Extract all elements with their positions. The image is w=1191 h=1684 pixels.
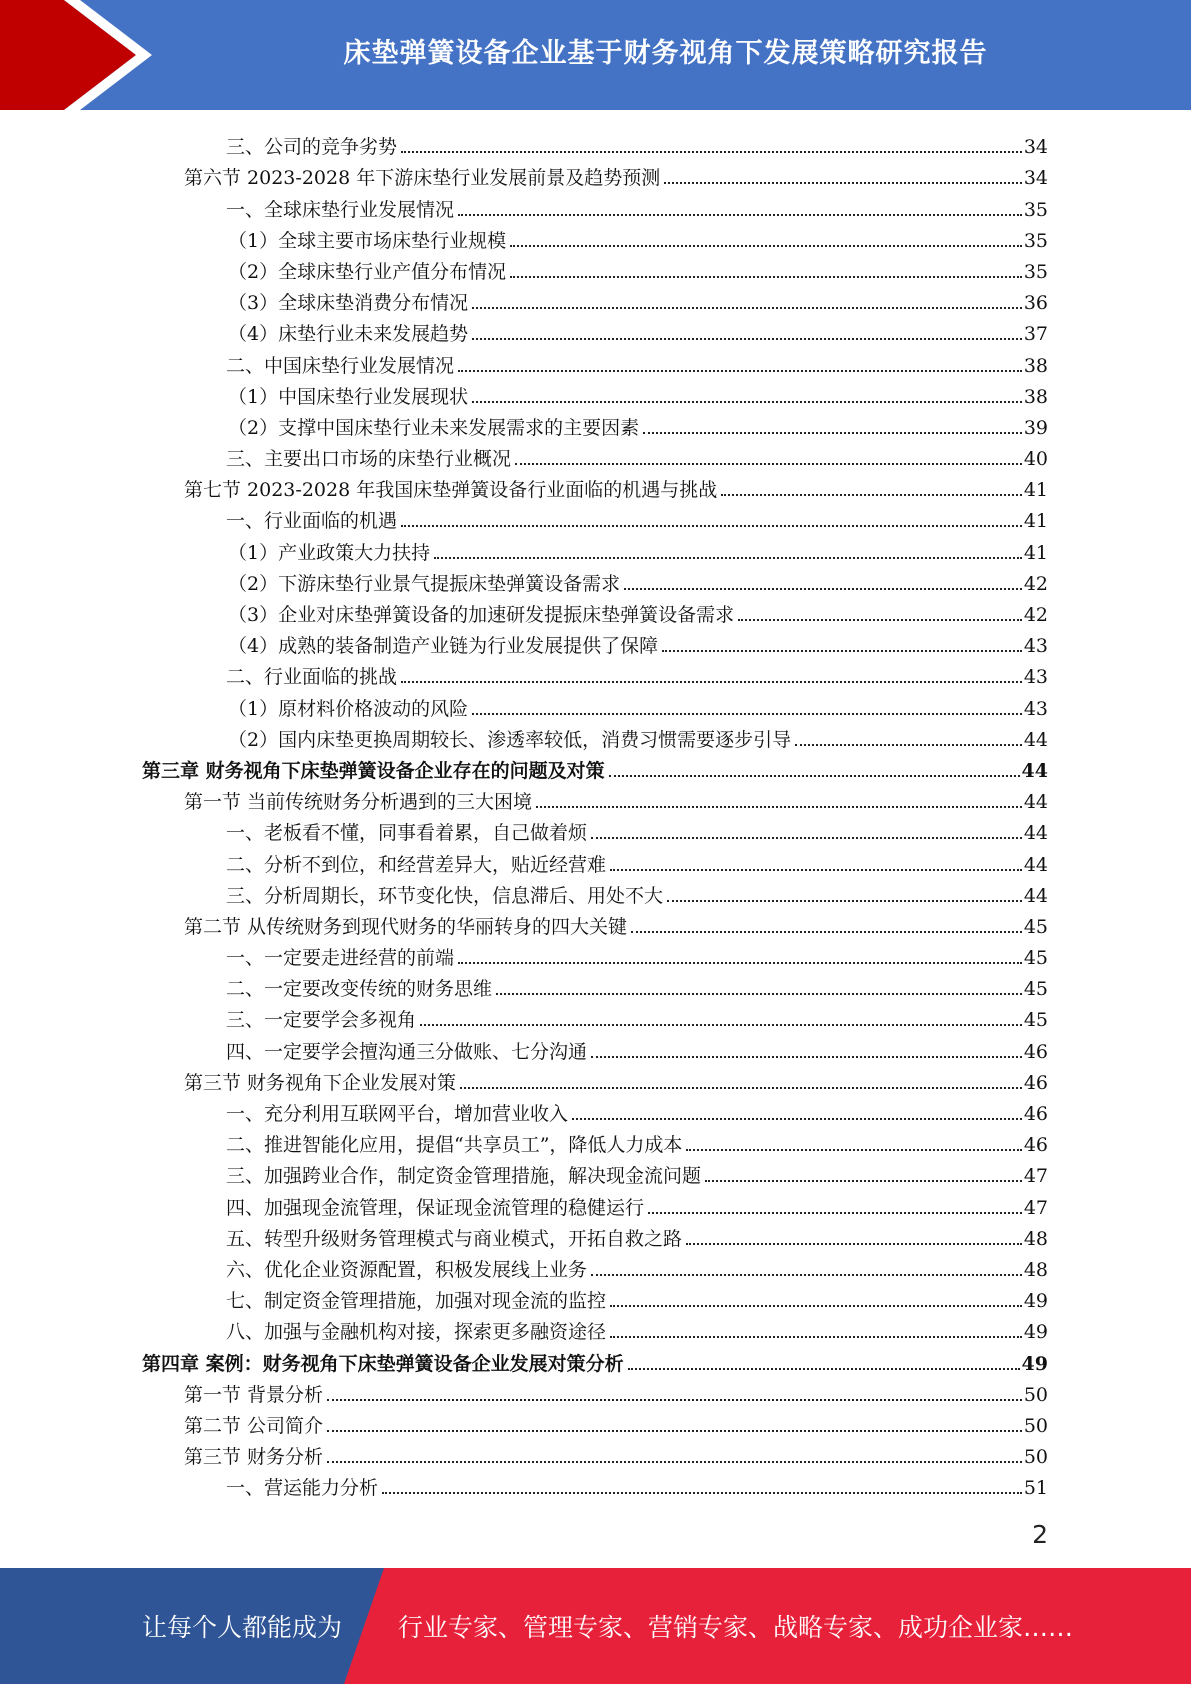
toc-entry-title: 八、加强与金融机构对接，探索更多融资途径 xyxy=(226,1321,607,1344)
toc-entry-title: 第三章 财务视角下床垫弹簧设备企业存在的问题及对策 xyxy=(142,759,605,782)
toc-dot-leader xyxy=(472,712,1022,715)
toc-entry-title: 二、分析不到位，和经营差异大，贴近经营难 xyxy=(226,853,607,876)
toc-entry-page: 36 xyxy=(1023,292,1048,315)
page-footer xyxy=(0,1568,1191,1684)
toc-entry-page: 46 xyxy=(1023,1071,1048,1094)
toc-entry[interactable] xyxy=(142,346,1048,377)
toc-entry[interactable] xyxy=(142,471,1048,502)
toc-dot-leader xyxy=(434,556,1022,559)
toc-dot-leader xyxy=(327,1429,1022,1432)
toc-dot-leader xyxy=(472,337,1022,340)
toc-dot-leader xyxy=(648,1211,1022,1214)
toc-entry-page: 44 xyxy=(1023,728,1048,751)
toc-dot-leader xyxy=(591,1273,1022,1276)
toc-entry-title: 二、中国床垫行业发展情况 xyxy=(226,354,455,377)
toc-dot-leader xyxy=(536,805,1022,808)
toc-entry-page: 46 xyxy=(1023,1134,1048,1157)
toc-entry-title: （4）成熟的装备制造产业链为行业发展提供了保障 xyxy=(228,635,659,658)
toc-entry-page: 43 xyxy=(1023,697,1048,720)
page-number: 2 xyxy=(1032,1520,1048,1549)
toc-dot-leader xyxy=(643,431,1022,434)
toc-entry[interactable] xyxy=(142,752,1048,783)
toc-entry-page: 47 xyxy=(1023,1196,1048,1219)
toc-entry-title: 第六节 2023-2028 年下游床垫行业发展前景及趋势预测 xyxy=(184,167,661,190)
toc-entry-title: 第三节 财务视角下企业发展对策 xyxy=(184,1071,457,1094)
toc-entry-title: （1）全球主要市场床垫行业规模 xyxy=(228,229,507,252)
toc-entry[interactable] xyxy=(142,1001,1048,1032)
toc-entry[interactable] xyxy=(142,1313,1048,1344)
toc-entry-title: 二、行业面临的挑战 xyxy=(226,666,398,689)
toc-dot-leader xyxy=(515,462,1022,465)
toc-entry-title: （2）国内床垫更换周期较长、渗透率较低，消费习惯需要逐步引导 xyxy=(228,728,792,751)
toc-entry[interactable] xyxy=(142,1064,1048,1095)
toc-dot-leader xyxy=(686,1148,1021,1151)
toc-dot-leader xyxy=(458,369,1022,372)
toc-entry-title: 第一节 当前传统财务分析遇到的三大困境 xyxy=(184,791,533,814)
toc-dot-leader xyxy=(382,1491,1022,1494)
toc-entry-page: 34 xyxy=(1023,136,1048,159)
toc-entry-title: 一、全球床垫行业发展情况 xyxy=(226,198,455,221)
toc-dot-leader xyxy=(401,150,1022,153)
toc-entry-page: 44 xyxy=(1023,884,1048,907)
toc-entry[interactable] xyxy=(142,1376,1048,1407)
toc-entry-page: 43 xyxy=(1023,635,1048,658)
toc-dot-leader xyxy=(609,774,1020,777)
toc-entry-page: 45 xyxy=(1023,1009,1048,1032)
toc-entry[interactable] xyxy=(142,253,1048,284)
toc-entry-title: 七、制定资金管理措施，加强对现金流的监控 xyxy=(226,1290,607,1313)
toc-entry-title: 四、加强现金流管理，保证现金流管理的稳健运行 xyxy=(226,1196,645,1219)
toc-entry-title: 五、转型升级财务管理模式与商业模式，开拓自救之路 xyxy=(226,1227,683,1250)
toc-entry[interactable] xyxy=(142,533,1048,564)
toc-dot-leader xyxy=(664,181,1022,184)
toc-dot-leader xyxy=(624,587,1022,590)
toc-entry-page: 37 xyxy=(1023,323,1048,346)
toc-dot-leader xyxy=(738,618,1022,621)
toc-entry[interactable] xyxy=(142,970,1048,1001)
toc-entry-page: 35 xyxy=(1023,260,1048,283)
toc-entry-page: 35 xyxy=(1023,198,1048,221)
toc-entry-page: 41 xyxy=(1023,510,1048,533)
toc-entry[interactable] xyxy=(142,1126,1048,1157)
toc-entry[interactable] xyxy=(142,658,1048,689)
toc-dot-leader xyxy=(458,213,1022,216)
toc-dot-leader xyxy=(721,493,1022,496)
toc-entry-page: 41 xyxy=(1023,541,1048,564)
toc-entry-page: 45 xyxy=(1023,978,1048,1001)
toc-entry[interactable] xyxy=(142,783,1048,814)
toc-entry-title: （2）全球床垫行业产值分布情况 xyxy=(228,260,507,283)
toc-entry-page: 44 xyxy=(1023,822,1048,845)
toc-dot-leader xyxy=(401,680,1022,683)
toc-entry-title: 第七节 2023-2028 年我国床垫弹簧设备行业面临的机遇与挑战 xyxy=(184,479,718,502)
footer-slogan-left: 让每个人都能成为 xyxy=(142,1613,343,1642)
toc-entry[interactable] xyxy=(142,1188,1048,1219)
toc-dot-leader xyxy=(327,1460,1022,1463)
toc-entry-page: 46 xyxy=(1023,1103,1048,1125)
toc-entry-title: 三、主要出口市场的床垫行业概况 xyxy=(226,448,512,471)
toc-entry-page: 50 xyxy=(1023,1414,1048,1437)
toc-dot-leader xyxy=(795,743,1022,746)
toc-dot-leader xyxy=(662,649,1022,652)
toc-entry-page: 44 xyxy=(1023,853,1048,876)
toc-dot-leader xyxy=(401,524,1022,527)
toc-entry[interactable] xyxy=(142,1469,1048,1500)
toc-entry-page: 41 xyxy=(1023,479,1048,502)
toc-entry-title: （4）床垫行业未来发展趋势 xyxy=(228,323,469,346)
toc-entry[interactable] xyxy=(142,315,1048,346)
toc-entry-page: 38 xyxy=(1023,354,1048,377)
toc-entry-title: 三、分析周期长，环节变化快，信息滞后、用处不大 xyxy=(226,884,664,907)
toc-entry[interactable] xyxy=(142,689,1048,720)
toc-entry[interactable] xyxy=(142,1438,1048,1469)
toc-entry-title: 三、加强跨业合作，制定资金管理措施，解决现金流问题 xyxy=(226,1165,702,1188)
toc-entry-title: 第二节 公司简介 xyxy=(184,1414,324,1437)
footer-slogan-right: 行业专家、管理专家、营销专家、战略专家、成功企业家…… xyxy=(398,1613,1074,1642)
toc-entry-page: 49 xyxy=(1021,1352,1048,1375)
toc-entry-title: 四、一定要学会擅沟通三分做账、七分沟通 xyxy=(226,1040,588,1063)
toc-entry-page: 45 xyxy=(1023,915,1048,938)
toc-entry-title: （1）产业政策大力扶持 xyxy=(228,541,431,564)
toc-entry-title: （2）下游床垫行业景气提振床垫弹簧设备需求 xyxy=(228,572,621,595)
toc-entry-title: 一、营运能力分析 xyxy=(226,1477,379,1500)
toc-dot-leader xyxy=(610,1335,1022,1338)
toc-entry[interactable] xyxy=(142,1032,1048,1063)
toc-entry[interactable] xyxy=(142,409,1048,440)
toc-entry-title: 一、一定要走进经营的前端 xyxy=(226,947,455,970)
toc-entry-page: 34 xyxy=(1023,167,1048,190)
toc-entry-title: 一、行业面临的机遇 xyxy=(226,510,398,533)
toc-entry-page: 51 xyxy=(1023,1477,1048,1500)
toc-entry-title: （1）原材料价格波动的风险 xyxy=(228,697,469,720)
toc-entry-page: 42 xyxy=(1023,572,1048,595)
toc-dot-leader xyxy=(458,961,1022,964)
toc-entry-title: 二、一定要改变传统的财务思维 xyxy=(226,978,493,1001)
toc-dot-leader xyxy=(610,868,1022,871)
toc-entry-page: 44 xyxy=(1021,759,1048,782)
toc-entry-title: 一、老板看不懂，同事看着累，自己做着烦 xyxy=(226,822,588,845)
toc-entry-title: （2）支撑中国床垫行业未来发展需求的主要因素 xyxy=(228,416,640,439)
toc-dot-leader xyxy=(510,244,1022,247)
toc-entry-title: （1）中国床垫行业发展现状 xyxy=(228,385,469,408)
toc-entry[interactable] xyxy=(142,128,1048,159)
toc-entry-page: 38 xyxy=(1023,385,1048,408)
toc-dot-leader xyxy=(472,400,1022,403)
toc-entry[interactable] xyxy=(142,190,1048,221)
toc-entry-title: 二、推进智能化应用，提倡“共享员工”，降低人力成本 xyxy=(226,1134,683,1157)
toc-entry[interactable] xyxy=(142,378,1048,409)
toc-entry-title: 一、充分利用互联网平台，增加营业收入 xyxy=(226,1103,569,1125)
toc-dot-leader xyxy=(591,836,1022,839)
toc-dot-leader xyxy=(705,1179,1022,1182)
toc-entry[interactable] xyxy=(142,939,1048,970)
toc-entry[interactable] xyxy=(142,627,1048,658)
toc-dot-leader xyxy=(628,1367,1020,1370)
toc-entry[interactable] xyxy=(142,596,1048,627)
toc-entry-title: 第一节 背景分析 xyxy=(184,1383,324,1406)
report-title: 床垫弹簧设备企业基于财务视角下发展策略研究报告 xyxy=(343,37,988,69)
toc-entry[interactable] xyxy=(142,877,1048,908)
toc-entry[interactable] xyxy=(142,1251,1048,1282)
toc-entry-title: 第四章 案例：财务视角下床垫弹簧设备企业发展对策分析 xyxy=(142,1352,624,1375)
toc-entry-page: 35 xyxy=(1023,229,1048,252)
toc-entry-page: 44 xyxy=(1023,791,1048,814)
toc-entry[interactable] xyxy=(142,1282,1048,1313)
toc-entry[interactable] xyxy=(142,814,1048,845)
toc-entry-title: 第二节 从传统财务到现代财务的华丽转身的四大关键 xyxy=(184,915,628,938)
toc-entry-page: 48 xyxy=(1023,1258,1048,1281)
table-of-contents xyxy=(142,128,1048,1500)
toc-entry[interactable] xyxy=(142,159,1048,190)
toc-entry-page: 46 xyxy=(1023,1040,1048,1063)
toc-entry[interactable] xyxy=(142,1407,1048,1438)
toc-entry[interactable] xyxy=(142,1344,1048,1375)
toc-entry-page: 49 xyxy=(1023,1321,1048,1344)
toc-entry[interactable] xyxy=(142,845,1048,876)
toc-dot-leader xyxy=(631,930,1022,933)
toc-entry-title: 三、一定要学会多视角 xyxy=(226,1009,417,1032)
toc-dot-leader xyxy=(460,1086,1022,1089)
toc-dot-leader xyxy=(686,1242,1022,1245)
toc-dot-leader xyxy=(572,1117,1022,1120)
toc-entry-title: 第三节 财务分析 xyxy=(184,1446,324,1469)
toc-entry-page: 45 xyxy=(1023,947,1048,970)
toc-entry-page: 40 xyxy=(1023,448,1048,471)
toc-entry-page: 42 xyxy=(1023,604,1048,626)
toc-entry-title: （3）企业对床垫弹簧设备的加速研发提振床垫弹簧设备需求 xyxy=(228,604,735,626)
toc-entry-page: 39 xyxy=(1023,416,1048,439)
toc-entry[interactable] xyxy=(142,222,1048,253)
toc-entry-page: 43 xyxy=(1023,666,1048,689)
toc-dot-leader xyxy=(472,306,1022,309)
toc-entry[interactable] xyxy=(142,565,1048,596)
toc-dot-leader xyxy=(667,899,1022,902)
toc-dot-leader xyxy=(496,992,1022,995)
toc-dot-leader xyxy=(327,1398,1022,1401)
toc-entry-page: 49 xyxy=(1023,1290,1048,1313)
toc-entry[interactable] xyxy=(142,1220,1048,1251)
toc-entry[interactable] xyxy=(142,1157,1048,1188)
toc-entry-title: 六、优化企业资源配置，积极发展线上业务 xyxy=(226,1258,588,1281)
toc-entry[interactable] xyxy=(142,908,1048,939)
toc-dot-leader xyxy=(510,275,1022,278)
toc-dot-leader xyxy=(591,1055,1022,1058)
toc-entry[interactable] xyxy=(142,284,1048,315)
page-header xyxy=(0,0,1191,110)
toc-dot-leader xyxy=(610,1304,1022,1307)
toc-entry-title: 三、公司的竞争劣势 xyxy=(226,136,398,159)
toc-entry-page: 50 xyxy=(1023,1446,1048,1469)
toc-entry-page: 47 xyxy=(1023,1165,1048,1188)
toc-entry[interactable] xyxy=(142,721,1048,752)
toc-entry[interactable] xyxy=(142,1095,1048,1126)
toc-entry[interactable] xyxy=(142,502,1048,533)
toc-dot-leader xyxy=(420,1023,1022,1026)
toc-entry-title: （3）全球床垫消费分布情况 xyxy=(228,292,469,315)
toc-entry[interactable] xyxy=(142,440,1048,471)
toc-entry-page: 50 xyxy=(1023,1383,1048,1406)
toc-entry-page: 48 xyxy=(1023,1227,1048,1250)
